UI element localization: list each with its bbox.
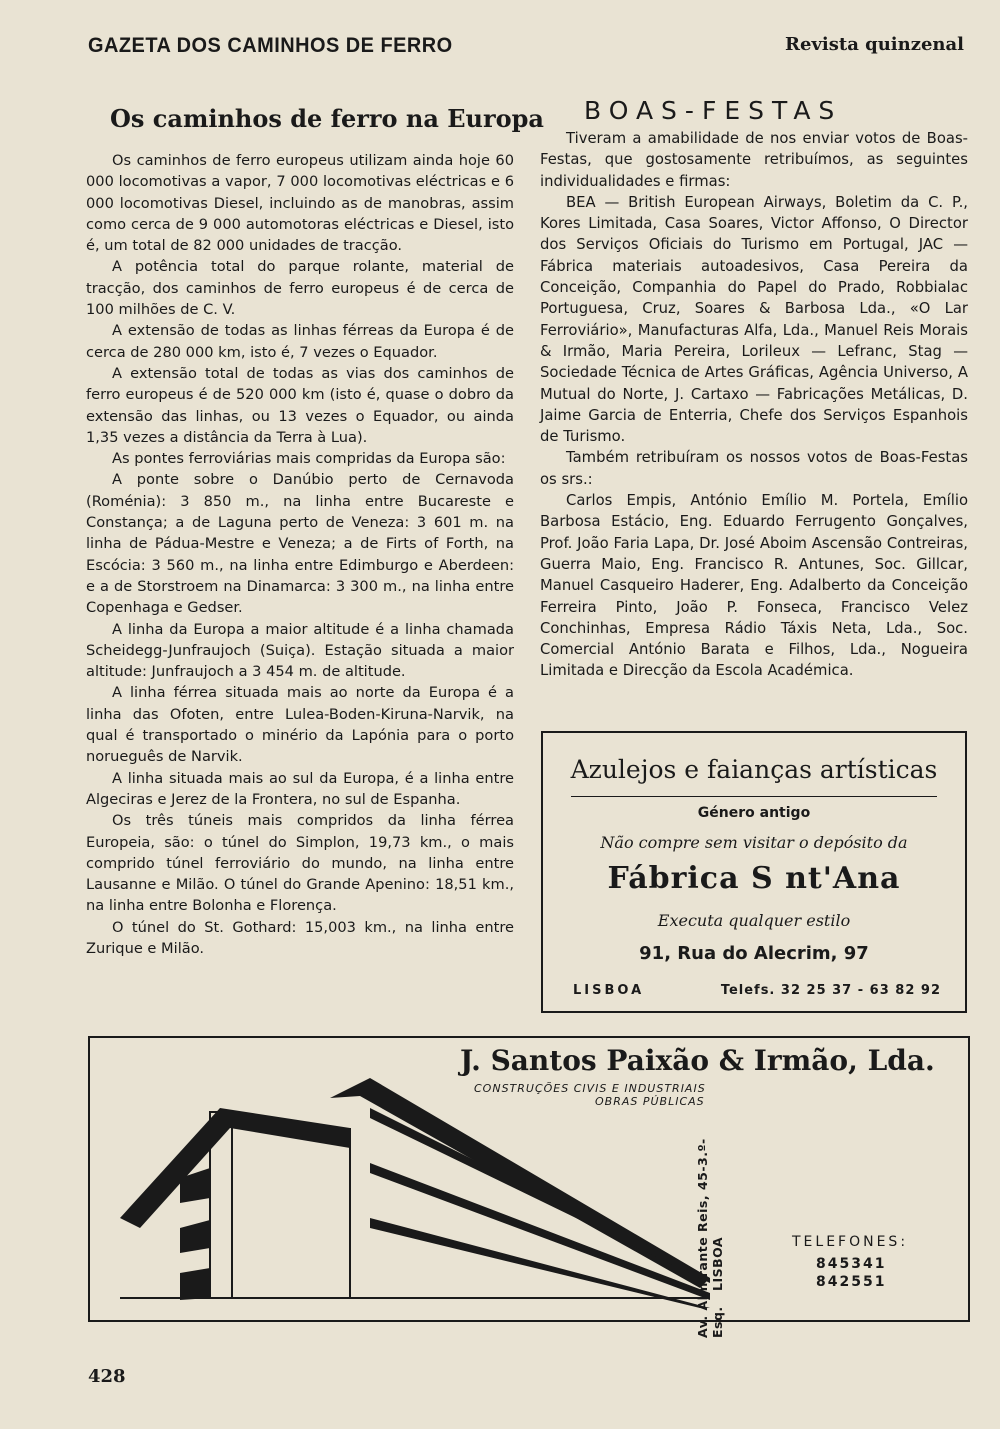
ad-phones-label: TELEFONES: bbox=[792, 1234, 909, 1250]
boas-festas-paragraph: Também retribuíram os nossos votos de Boas-Festas os srs.: bbox=[540, 449, 968, 488]
article-paragraph: O túnel do St. Gothard: 15,003 km., na linha entre Zurique e Milão. bbox=[86, 918, 514, 957]
article-paragraph: Os caminhos de ferro europeus utilizam ainda hoje 60 000 locomotivas a vapor, 7 000 locomotivas eléctricas e 6 000 locomotivas Diesel, incluindo as de manobras, assim como cerca de 9 000 automotoras eléctricas e Diesel, isto é, um total de 82 000 unidades de tracção. bbox=[86, 152, 514, 255]
ad-address-city: LISBOA bbox=[710, 1237, 725, 1292]
ad-address: 91, Rua do Alecrim, 97 bbox=[639, 943, 869, 964]
article-paragraph: As pontes ferroviárias mais compridas da Europa são: bbox=[112, 450, 506, 468]
ad-phone: 842551 bbox=[816, 1274, 887, 1290]
ad-title: J. Santos Paixão & Irmão, Lda. bbox=[460, 1044, 935, 1077]
journal-subtitle: Revista quinzenal bbox=[785, 34, 964, 55]
article-title: Os caminhos de ferro na Europa bbox=[110, 104, 544, 133]
santos-paixao-advertisement bbox=[88, 1036, 970, 1338]
ad-genero: Género antigo bbox=[697, 805, 811, 821]
article-paragraph: A linha férrea situada mais ao norte da Europa é a linha das Ofoten, entre Lulea-Boden-Kiruna-Narvik, na qual é transportado o minério da Lapónia para o porto norueguês de Narvik. bbox=[86, 684, 514, 766]
article-body bbox=[86, 150, 514, 959]
ad-executa: Executa qualquer estilo bbox=[657, 911, 851, 930]
ad-title: Azulejos e faianças artísticas bbox=[570, 755, 938, 784]
divider bbox=[571, 796, 937, 797]
article-paragraph: A extensão total de todas as vias dos caminhos de ferro europeus é de 520 000 km (isto é, quase o dobro da extensão das linhas, ou 13 vezes o Equador, ou ainda 1,35 vezes a distância da Terra à Lua). bbox=[86, 364, 514, 446]
azulejos-advertisement bbox=[541, 731, 967, 1013]
article-paragraph: A potência total do parque rolante, material de tracção, dos caminhos de ferro europeus é de cerca de 100 milhões de C. V. bbox=[86, 258, 514, 319]
ad-subtitle-line: CONSTRUÇÕES CIVIS E INDUSTRIAIS bbox=[474, 1082, 706, 1095]
boas-festas-paragraph: BEA — British European Airways, Boletim da C. P., Kores Limitada, Casa Soares, Victor Affonso, O Director dos Serviços Oficiais do Turismo em Portugal, JAC — Fábrica materiais autoadesivos, Casa Pereira da Conceição, Companhia do Papel do Prado, Robbialac Portuguesa, Cruz, Soares & Barbosa Lda., «O Lar Ferroviário», Manufacturas Alfa, Lda., Manuel Reis Morais & Irmão, Maria Pereira, Lorileux — Lefranc, Stag — Sociedade Técnica de Artes Gráficas, Agência Universo, A Mutual do Norte, J. Cartaxo — Fabricações Metálicas, D. Jaime Garcia de Enterria, Chefe dos Serviços Espanhois de Turismo. bbox=[540, 193, 968, 446]
ad-address bbox=[695, 1118, 725, 1338]
ad-city: LISBOA bbox=[573, 983, 645, 998]
article-paragraph: Os três túneis mais compridos da linha férrea Europeia, são: o túnel do Simplon, 19,73 km., o mais comprido túnel ferroviário do mundo, na linha entre Lausanne e Milão. O túnel do Grande Apenino: 18,51 km., na linha entre Bolonha e Florença. bbox=[86, 812, 514, 915]
ad-phone: 845341 bbox=[816, 1256, 887, 1272]
ad-subtitle bbox=[474, 1082, 706, 1108]
ad-subtitle-line: OBRAS PÚBLICAS bbox=[595, 1095, 705, 1108]
article-paragraph: A extensão de todas as linhas férreas da Europa é de cerca de 280 000 km, isto é, 7 vezes o Equador. bbox=[86, 322, 514, 361]
boas-festas-body bbox=[540, 128, 968, 682]
boas-festas-title: BOAS-FESTAS bbox=[584, 96, 843, 125]
ad-phones: Telefs. 32 25 37 - 63 82 92 bbox=[720, 983, 941, 998]
ad-address-street: Av. Almirante Reis, 45-3.º-Esq. bbox=[695, 1138, 725, 1338]
article-paragraph: A linha da Europa a maior altitude é a linha chamada Scheidegg-Junfraujoch (Suiça). Estação situada a maior altitude: Junfraujoch a 3 454 m. de altitude. bbox=[86, 620, 514, 681]
article-paragraph: A ponte sobre o Danúbio perto de Cernavoda (Roménia): 3 850 m., na linha entre Bucareste e Constança; a de Laguna perto de Veneza: 3 601 m. na linha de Pádua-Mestre e Veneza; a de Firts of Forth, na Escócia: 3 560 m., na linha entre Edimburgo e Aberdeen: e a de Storstroem na Dinamarca: 3 300 m., na linha entre Copenhaga e Gedser. bbox=[86, 471, 514, 617]
ad-tagline: Não compre sem visitar o depósito da bbox=[600, 833, 908, 852]
article-paragraph: A linha situada mais ao sul da Europa, é a linha entre Algeciras e Jerez de la Frontera, no sul de Espanha. bbox=[86, 769, 514, 808]
page-number: 428 bbox=[88, 1366, 126, 1387]
ad-company: Fábrica S nt'Ana bbox=[607, 861, 901, 896]
boas-festas-paragraph: Carlos Empis, António Emílio M. Portela, Emílio Barbosa Estácio, Eng. Eduardo Ferrugento Gonçalves, Prof. João Faria Lapa, Dr. José Aboim Ascensão Contreiras, Guerra Maio, Eng. Francisco R. Antunes, Soc. Gillcar, Manuel Casqueiro Haderer, Eng. Adalberto da Conceição Ferreira Pinto, João P. Fonseca, Francisco Velez Conchinhas, Empresa Rádio Táxis Neta, Lda., Soc. Comercial António Barata e Filhos, Lda., Nogueira Limitada e Direcção da Escola Académica. bbox=[540, 492, 968, 680]
boas-festas-paragraph: Tiveram a amabilidade de nos enviar votos de Boas-Festas, que gostosamente retribuímos, as seguintes individualidades e firmas: bbox=[540, 130, 968, 190]
journal-title: GAZETA DOS CAMINHOS DE FERRO bbox=[88, 34, 453, 57]
